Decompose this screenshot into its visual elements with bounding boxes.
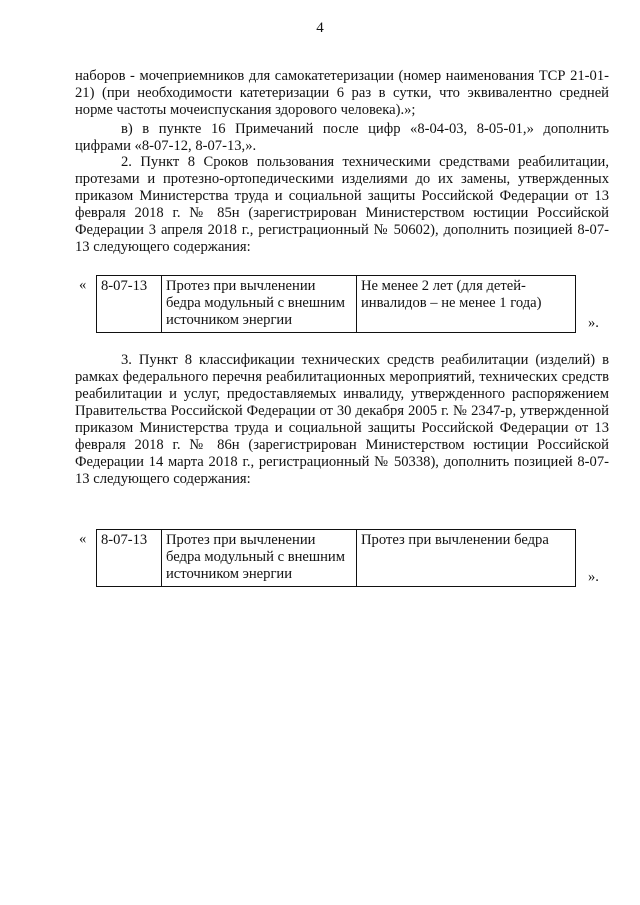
table-row [97,530,576,587]
paragraph-continuation: наборов - мочеприемников для самокатетеризации (номер наименования ТСР 21-01-21) (при необходимости катетеризации 6 раз в сутки, что эквивалентно средней норме частоты мочеиспускания здорового человека).»; [75,68,609,118]
table1-term-cell: Не менее 2 лет (для детей-инвалидов – не менее 1 года) [357,276,576,333]
table-row [97,276,576,333]
table2-name-cell: Протез при вычленении бедра модульный с внешним источником энергии [162,530,357,587]
table1-name-cell: Протез при вычленении бедра модульный с внешним источником энергии [162,276,357,333]
table-usage-terms [96,275,576,333]
table2-classification-cell: Протез при вычленении бедра [357,530,576,587]
page-number: 4 [316,20,324,36]
table2-close-quote: ». [588,569,599,585]
table1-code-cell: 8-07-13 [97,276,162,333]
table-classification [96,529,576,587]
table1-close-quote: ». [588,315,599,331]
paragraph-item-v: в) в пункте 16 Примечаний после цифр «8-04-03, 8-05-01,» дополнить цифрами «8-07-12, 8-07-13,». [75,121,609,154]
table2-code-cell: 8-07-13 [97,530,162,587]
table2-open-quote: « [79,531,87,547]
paragraph-point-3: 3. Пункт 8 классификации технических средств реабилитации (изделий) в рамках федерального перечня реабилитационных мероприятий, технических средств реабилитации и услуг, предоставляемых инвалиду, утвержденного распоряжением Правительства Российской Федерации от 30 декабря 2005 г. № 2347-р, утвержденной приказом Министерства труда и социальной защиты Российской Федерации от 13 февраля 2018 г. № 86н (зарегистрирован Министерством юстиции Российской Федерации 14 марта 2018 г., регистрационный № 50338), дополнить позицией 8-07-13 следующего содержания: [75,352,609,487]
table1-open-quote: « [79,277,87,293]
paragraph-point-2: 2. Пункт 8 Сроков пользования техническими средствами реабилитации, протезами и протезно-ортопедическими изделиями до их замены, утвержденных приказом Министерства труда и социальной защиты Российской Федерации от 13 февраля 2018 г. № 85н (зарегистрирован Министерством юстиции Российской Федерации 3 апреля 2018 г., регистрационный № 50602), дополнить позицией 8-07-13 следующего содержания: [75,154,609,255]
